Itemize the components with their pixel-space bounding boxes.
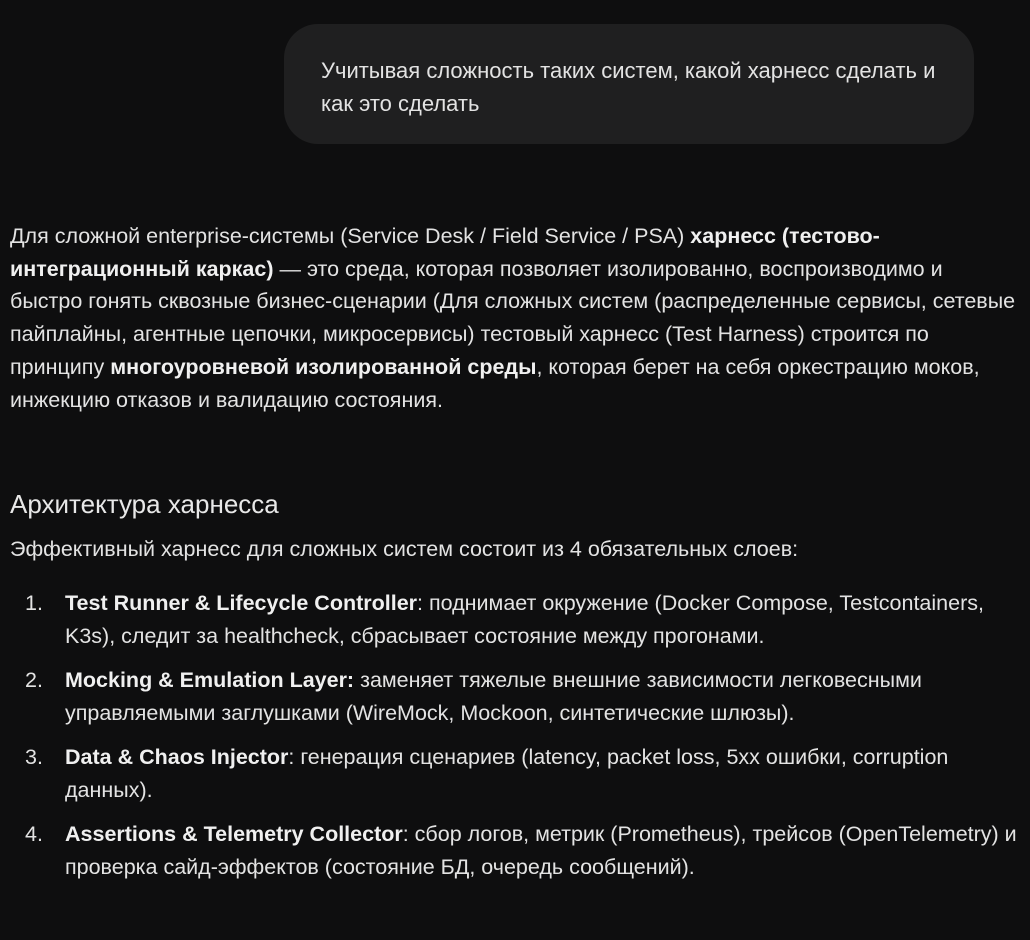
paragraph-bold-1: харнесс (тестово-интеграционный каркас): [10, 224, 880, 281]
list-item: [10, 664, 1020, 730]
list-item: [10, 741, 1020, 807]
list-item-description: : сбор логов, метрик (Prometheus), трейсов (OpenTelemetry) и проверка сайд-эффектов (состояние БД, очередь сообщений).: [65, 821, 1017, 879]
paragraph-text-3: , которая берет на себя оркестрацию моков, инжекцию отказов и валидацию состояния.: [10, 354, 980, 412]
list-item-description: : генерация сценариев (latency, packet loss, 5xx ошибки, corruption данных).: [65, 744, 949, 802]
section-heading: Архитектура харнесса: [10, 489, 279, 520]
list-item-title: Assertions & Telemetry Collector: [65, 821, 403, 846]
paragraph-text-2: — это среда, которая позволяет изолированно, воспроизводимо и быстро гонять сквозные бизнес-сценарии (Для сложных систем (распределенные сервисы, сетевые пайплайны, агентные цепочки, микросервисы) тестовый харнесс (Test Harness) строится по принципу: [10, 256, 1016, 379]
assistant-response: [10, 220, 1020, 895]
list-item-number: 1.: [25, 590, 43, 615]
layers-list: [10, 587, 1020, 884]
list-item-title: Data & Chaos Injector: [65, 744, 289, 769]
list-item-title: Test Runner & Lifecycle Controller: [65, 590, 418, 615]
list-item-description: : поднимает окружение (Docker Compose, Testcontainers, K3s), следит за healthcheck, сбрасывает состояние между прогонами.: [65, 590, 984, 648]
list-item-title: Mocking & Emulation Layer:: [65, 667, 355, 692]
section-intro: Эффективный харнесс для сложных систем состоит из 4 обязательных слоев:: [10, 537, 799, 562]
list-item-number: 3.: [25, 744, 43, 769]
list-item-number: 4.: [25, 821, 43, 846]
list-item-number: 2.: [25, 667, 43, 692]
response-paragraph: [10, 220, 1020, 416]
list-item-description: заменяет тяжелые внешние зависимости легковесными управляемыми заглушками (WireMock, Mockoon, синтетические шлюзы).: [65, 667, 922, 725]
user-message-bubble: [284, 24, 974, 144]
user-message-text: Учитывая сложность таких систем, какой харнесс сделать и как это сделать: [321, 58, 936, 116]
paragraph-text-1: Для сложной enterprise-системы (Service Desk / Field Service / PSA): [10, 224, 691, 248]
list-item: [10, 818, 1020, 884]
paragraph-bold-2: многоуровневой изолированной среды: [110, 354, 537, 379]
list-item: [10, 587, 1020, 653]
